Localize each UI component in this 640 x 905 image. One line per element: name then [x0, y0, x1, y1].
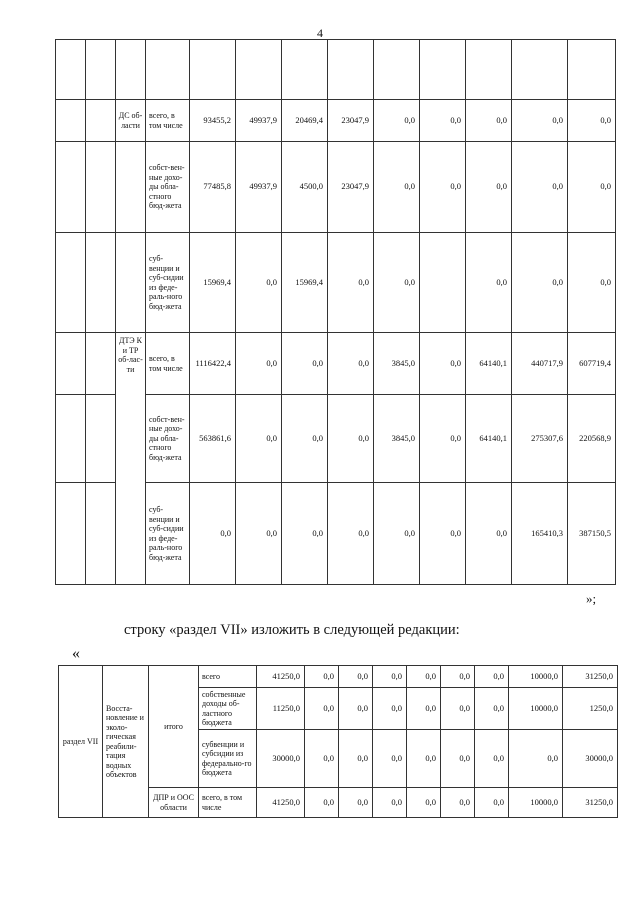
- row-label: всего, в том числе: [146, 333, 190, 395]
- group-label: итого: [149, 666, 199, 788]
- value-cell: 31250,0: [563, 788, 618, 818]
- row-label: собственные доходы об-ластного бюджета: [199, 688, 257, 730]
- value-cell: 0,0: [282, 333, 328, 395]
- value-cell: 30000,0: [563, 730, 618, 788]
- value-cell: 440717,9: [512, 333, 568, 395]
- value-cell: 0,0: [420, 395, 466, 483]
- value-cell: 4500,0: [282, 142, 328, 233]
- agency-label: ДТЭ К и ТР об-лас-ти: [116, 333, 146, 585]
- value-cell: 0,0: [236, 483, 282, 585]
- table-cell: [56, 395, 86, 483]
- opening-quote: «: [72, 645, 80, 662]
- table-cell: [86, 142, 116, 233]
- budget-table-continued: [55, 39, 616, 585]
- table-cell: [86, 395, 116, 483]
- value-cell: 23047,9: [328, 142, 374, 233]
- value-cell: 0,0: [339, 688, 373, 730]
- value-cell: 0,0: [236, 395, 282, 483]
- value-cell: 0,0: [466, 142, 512, 233]
- value-cell: 0,0: [512, 233, 568, 333]
- row-label: собст-вен-ные дохо-ды обла-стного бюд-жета: [146, 142, 190, 233]
- value-cell: 10000,0: [509, 688, 563, 730]
- table-row: [56, 333, 616, 395]
- table-cell: [86, 233, 116, 333]
- value-cell: 165410,3: [512, 483, 568, 585]
- value-cell: 31250,0: [563, 666, 618, 688]
- value-cell: 0,0: [373, 688, 407, 730]
- value-cell: 15969,4: [190, 233, 236, 333]
- value-cell: 0,0: [568, 100, 616, 142]
- value-cell: 0,0: [420, 333, 466, 395]
- table-cell: [146, 40, 190, 100]
- value-cell: 0,0: [475, 788, 509, 818]
- value-cell: 275307,6: [512, 395, 568, 483]
- table-row-blank: [56, 40, 616, 100]
- value-cell: 15969,4: [282, 233, 328, 333]
- value-cell: 0,0: [328, 333, 374, 395]
- value-cell: 64140,1: [466, 333, 512, 395]
- value-cell: 41250,0: [257, 666, 305, 688]
- value-cell: 0,0: [328, 233, 374, 333]
- value-cell: 0,0: [190, 483, 236, 585]
- section-label: раздел VII: [59, 666, 103, 818]
- value-cell: 0,0: [373, 788, 407, 818]
- value-cell: 0,0: [441, 730, 475, 788]
- value-cell: 0,0: [407, 730, 441, 788]
- value-cell: 3845,0: [374, 333, 420, 395]
- table-cell: [236, 40, 282, 100]
- value-cell: 387150,5: [568, 483, 616, 585]
- value-cell: 563861,6: [190, 395, 236, 483]
- value-cell: 0,0: [466, 100, 512, 142]
- value-cell: 49937,9: [236, 100, 282, 142]
- value-cell: 93455,2: [190, 100, 236, 142]
- value-cell: 220568,9: [568, 395, 616, 483]
- table-cell: [86, 333, 116, 395]
- value-cell: 0,0: [282, 483, 328, 585]
- table-cell: [56, 333, 86, 395]
- row-label: всего, в том числе: [146, 100, 190, 142]
- value-cell: 10000,0: [509, 788, 563, 818]
- table-cell: [116, 233, 146, 333]
- row-label: субвенции и субсидии из федерально-го бюджета: [199, 730, 257, 788]
- table-cell: [420, 40, 466, 100]
- agency-label: ДС об-ласти: [116, 100, 146, 142]
- value-cell: 0,0: [305, 730, 339, 788]
- value-cell: 0,0: [512, 100, 568, 142]
- value-cell: 0,0: [328, 395, 374, 483]
- value-cell: 0,0: [509, 730, 563, 788]
- value-cell: 0,0: [374, 142, 420, 233]
- table-cell: [190, 40, 236, 100]
- value-cell: 1250,0: [563, 688, 618, 730]
- value-cell: 0,0: [568, 142, 616, 233]
- section-vii-table: [58, 665, 618, 818]
- value-cell: 20469,4: [282, 100, 328, 142]
- value-cell: 0,0: [339, 788, 373, 818]
- table-cell: [568, 40, 616, 100]
- value-cell: 0,0: [466, 483, 512, 585]
- instruction-text: строку «раздел VII» изложить в следующей редакции:: [124, 622, 460, 638]
- value-cell: 11250,0: [257, 688, 305, 730]
- value-cell: 1116422,4: [190, 333, 236, 395]
- value-cell: 30000,0: [257, 730, 305, 788]
- value-cell: 3845,0: [374, 395, 420, 483]
- value-cell: 77485,8: [190, 142, 236, 233]
- value-cell: 0,0: [568, 233, 616, 333]
- value-cell: 0,0: [236, 233, 282, 333]
- table-row: [56, 142, 616, 233]
- page-number: 4: [317, 26, 323, 40]
- row-label: всего: [199, 666, 257, 688]
- value-cell: 0,0: [441, 666, 475, 688]
- value-cell: 0,0: [373, 730, 407, 788]
- value-cell: [420, 233, 466, 333]
- value-cell: 0,0: [374, 483, 420, 585]
- value-cell: 0,0: [407, 666, 441, 688]
- table-cell: [116, 40, 146, 100]
- table-cell: [116, 142, 146, 233]
- value-cell: 0,0: [420, 142, 466, 233]
- row-label: всего, в том числе: [199, 788, 257, 818]
- value-cell: 0,0: [407, 788, 441, 818]
- table-cell: [86, 100, 116, 142]
- table-row: [59, 666, 618, 688]
- value-cell: 0,0: [441, 788, 475, 818]
- value-cell: 0,0: [374, 233, 420, 333]
- value-cell: 0,0: [512, 142, 568, 233]
- row-label: суб-венции и суб-сидии из феде-раль-ного бюд-жета: [146, 483, 190, 585]
- table-cell: [86, 40, 116, 100]
- value-cell: 0,0: [475, 688, 509, 730]
- value-cell: 0,0: [407, 688, 441, 730]
- value-cell: 607719,4: [568, 333, 616, 395]
- value-cell: 0,0: [282, 395, 328, 483]
- value-cell: 0,0: [339, 730, 373, 788]
- closing-quote: »;: [586, 591, 597, 606]
- value-cell: 0,0: [420, 483, 466, 585]
- value-cell: 41250,0: [257, 788, 305, 818]
- value-cell: 0,0: [420, 100, 466, 142]
- table-cell: [86, 483, 116, 585]
- table-cell: [512, 40, 568, 100]
- table-cell: [466, 40, 512, 100]
- table-row: [56, 233, 616, 333]
- table-cell: [56, 100, 86, 142]
- value-cell: 0,0: [466, 233, 512, 333]
- value-cell: 0,0: [374, 100, 420, 142]
- table-row: [56, 100, 616, 142]
- program-name: Восста-новление и эколо-гическая реабили-тация водных объектов: [103, 666, 149, 818]
- value-cell: 0,0: [236, 333, 282, 395]
- table-cell: [56, 233, 86, 333]
- value-cell: 10000,0: [509, 666, 563, 688]
- table-cell: [56, 483, 86, 585]
- value-cell: 64140,1: [466, 395, 512, 483]
- value-cell: 0,0: [441, 688, 475, 730]
- row-label: собст-вен-ные дохо-ды обла-стного бюд-жета: [146, 395, 190, 483]
- value-cell: 0,0: [328, 483, 374, 585]
- value-cell: 0,0: [475, 730, 509, 788]
- value-cell: 0,0: [339, 666, 373, 688]
- value-cell: 0,0: [305, 666, 339, 688]
- table-cell: [374, 40, 420, 100]
- table-cell: [56, 40, 86, 100]
- table-cell: [328, 40, 374, 100]
- value-cell: 49937,9: [236, 142, 282, 233]
- value-cell: 0,0: [475, 666, 509, 688]
- value-cell: 0,0: [373, 666, 407, 688]
- table-cell: [56, 142, 86, 233]
- value-cell: 0,0: [305, 688, 339, 730]
- table-cell: [282, 40, 328, 100]
- value-cell: 0,0: [305, 788, 339, 818]
- row-label: суб-венции и суб-сидии из феде-раль-ного бюд-жета: [146, 233, 190, 333]
- group-label: ДПР и ООС области: [149, 788, 199, 818]
- value-cell: 23047,9: [328, 100, 374, 142]
